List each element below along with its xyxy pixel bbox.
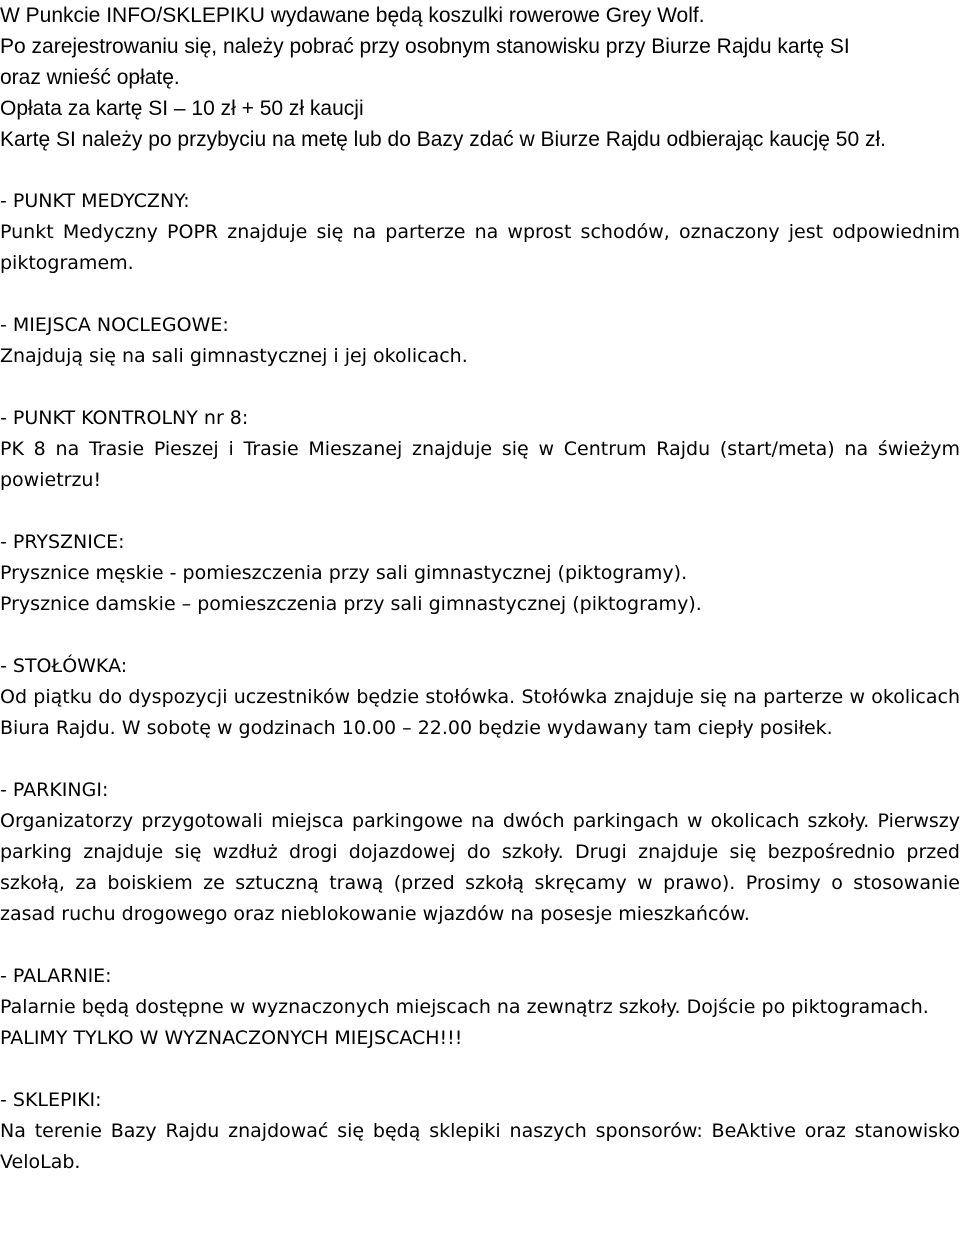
- intro-line-3: oraz wnieść opłatę.: [0, 66, 180, 89]
- grills-text: Palarnie będą dostępne w wyznaczonych miejscach na zewnątrz szkoły. Dojście po piktogramach.: [0, 996, 929, 1018]
- heading-canteen: - STOŁÓWKA:: [0, 655, 128, 677]
- heading-showers: - PRYSZNICE:: [0, 531, 125, 553]
- intro-line-5: Kartę SI należy po przybyciu na metę lub do Bazy zdać w Biurze Rajdu odbierając kaucję 50 zł.: [0, 128, 886, 151]
- grills-warning: PALIMY TYLKO W WYZNACZONYCH MIEJSCACH!!!: [0, 1027, 463, 1049]
- section-sleeping: [0, 310, 960, 372]
- checkpoint-text: PK 8 na Trasie Pieszej i Trasie Mieszanej znajduje się w Centrum Rajdu (start/meta) na świeżym powietrzu!: [0, 438, 960, 491]
- heading-parking: - PARKINGI:: [0, 779, 109, 801]
- intro-block: [0, 0, 960, 155]
- heading-medical: - PUNKT MEDYCZNY:: [0, 190, 190, 212]
- intro-line-1: W Punkcie INFO/SKLEPIKU wydawane będą koszulki rowerowe Grey Wolf.: [0, 4, 705, 27]
- parking-text: Organizatorzy przygotowali miejsca parkingowe na dwóch parkingach w okolicach szkoły. Pierwszy parking znajduje się wzdłuż drogi dojazdowej do szkoły. Drugi znajduje się bezpośrednio przed szkołą, za boiskiem ze sztuczną trawą (przed szkołą skręcamy w prawo). Prosimy o stosowanie zasad ruchu drogowego oraz nieblokowanie wjazdów na posesje mieszkańców.: [0, 810, 960, 925]
- section-parking: [0, 775, 960, 930]
- heading-checkpoint: - PUNKT KONTROLNY nr 8:: [0, 407, 249, 429]
- heading-shops: - SKLEPIKI:: [0, 1089, 102, 1111]
- section-medical: [0, 186, 960, 279]
- heading-sleeping: - MIEJSCA NOCLEGOWE:: [0, 314, 229, 336]
- section-grills: [0, 961, 960, 1054]
- shops-text: Na terenie Bazy Rajdu znajdować się będą sklepiki naszych sponsorów: BeAktive oraz stanowisko VeloLab.: [0, 1120, 960, 1173]
- showers-text-men: Prysznice męskie - pomieszczenia przy sali gimnastycznej (piktogramy).: [0, 562, 688, 584]
- intro-line-4: Opłata za kartę SI – 10 zł + 50 zł kaucji: [0, 97, 364, 120]
- section-shops: [0, 1085, 960, 1178]
- intro-line-2: Po zarejestrowaniu się, należy pobrać przy osobnym stanowisku przy Biurze Rajdu kartę SI: [0, 35, 850, 58]
- heading-grills: - PALARNIE:: [0, 965, 112, 987]
- showers-text-women: Prysznice damskie – pomieszczenia przy sali gimnastycznej (piktogramy).: [0, 593, 702, 615]
- section-showers: [0, 527, 960, 620]
- sleeping-text: Znajdują się na sali gimnastycznej i jej okolicach.: [0, 345, 468, 367]
- section-canteen: [0, 651, 960, 744]
- canteen-text: Od piątku do dyspozycji uczestników będzie stołówka. Stołówka znajduje się na parterze w okolicach Biura Rajdu. W sobotę w godzinach 10.00 – 22.00 będzie wydawany tam ciepły posiłek.: [0, 686, 960, 739]
- section-checkpoint: [0, 403, 960, 496]
- medical-text: Punkt Medyczny POPR znajduje się na parterze na wprost schodów, oznaczony jest odpowiednim piktogramem.: [0, 221, 960, 274]
